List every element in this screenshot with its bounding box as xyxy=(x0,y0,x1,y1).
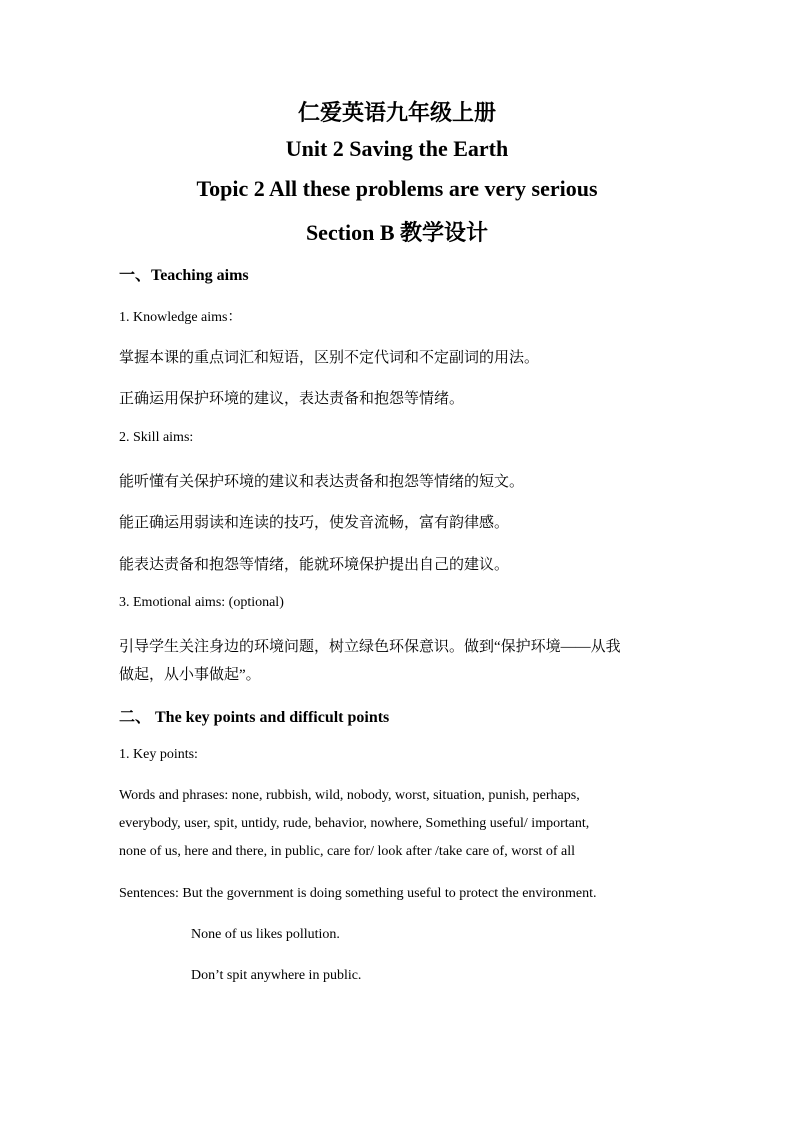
emotional-aims-line: 做起，从小事做起”。 xyxy=(119,667,261,683)
emotional-aims-line: 引导学生关注身边的环境问题，树立绿色环保意识。做到“保护环境——从我 xyxy=(119,639,621,655)
skill-aims-line: 能听懂有关保护环境的建议和表达责备和抱怨等情绪的短文。 xyxy=(119,474,525,490)
skill-aims-line: 能正确运用弱读和连读的技巧，使发音流畅，富有韵律感。 xyxy=(119,515,510,531)
words-phrases-line: Words and phrases: none, rubbish, wild, nobody, worst, situation, punish, perhaps, xyxy=(119,788,580,803)
sentence-line: Sentences: But the government is doing something useful to protect the environment. xyxy=(119,886,597,901)
knowledge-aims-label: 1. Knowledge aims： xyxy=(119,310,242,325)
knowledge-aims-line: 掌握本课的重点词汇和短语，区别不定代词和不定副词的用法。 xyxy=(119,350,540,366)
sentence-line: None of us likes pollution. xyxy=(191,927,340,942)
topic-title: Topic 2 All these problems are very serious xyxy=(196,176,598,201)
skill-aims-line: 能表达责备和抱怨等情绪，能就环境保护提出自己的建议。 xyxy=(119,557,510,573)
section-title: Section B 教学设计 xyxy=(305,220,489,245)
words-phrases-line: everybody, user, spit, untidy, rude, behavior, nowhere, Something useful/ important, xyxy=(119,816,590,831)
skill-aims-label: 2. Skill aims: xyxy=(119,430,194,445)
emotional-aims-label: 3. Emotional aims: (optional) xyxy=(119,595,284,610)
doc-title: 仁爱英语九年级上册 xyxy=(297,100,496,125)
key-points-heading: 二、 The key points and difficult points xyxy=(119,709,390,726)
words-phrases-line: none of us, here and there, in public, care for/ look after /take care of, worst of all xyxy=(119,844,575,859)
teaching-aims-heading: 一、Teaching aims xyxy=(119,267,249,284)
sentence-line: Don’t spit anywhere in public. xyxy=(191,968,362,983)
knowledge-aims-line: 正确运用保护环境的建议，表达责备和抱怨等情绪。 xyxy=(119,391,465,407)
unit-title: Unit 2 Saving the Earth xyxy=(285,136,509,161)
key-points-label: 1. Key points: xyxy=(119,747,198,762)
